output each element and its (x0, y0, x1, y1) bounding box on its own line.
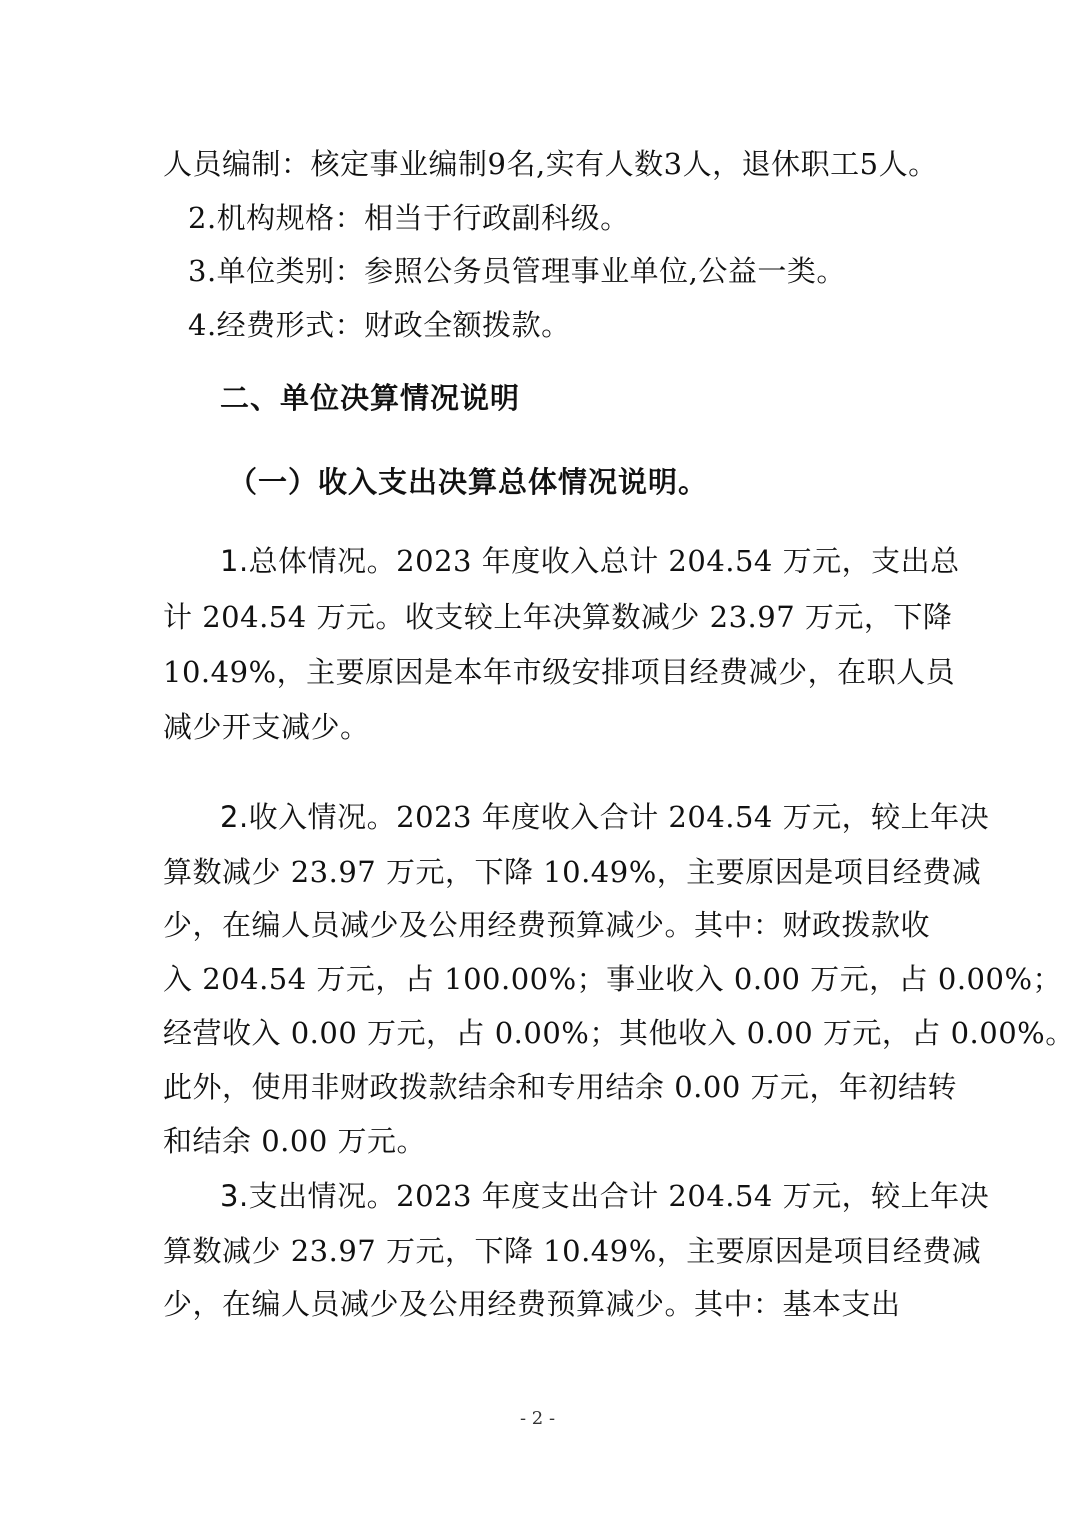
para1-line-3: 10.49%，主要原因是本年市级安排项目经费减少，在职人员 (163, 655, 956, 689)
para3-text-1: 2023 年度支出合计 204.54 万元，较上年决 (396, 1179, 990, 1213)
para2-line-7: 和结余 0.00 万元。 (163, 1124, 427, 1158)
para2-line-2: 算数减少 23.97 万元，下降 10.49%，主要原因是项目经费减 (163, 855, 982, 889)
intro-line-category: 3.单位类别：参照公务员管理事业单位,公益一类。 (188, 254, 846, 288)
para1-line-4: 减少开支减少。 (163, 710, 370, 744)
para2-text-1: 2023 年度收入合计 204.54 万元，较上年决 (396, 800, 990, 834)
para2-line-3: 少，在编人员减少及公用经费预算减少。其中：财政拨款收 (163, 908, 931, 942)
para3-line-3: 少，在编人员减少及公用经费预算减少。其中：基本支出 (163, 1287, 901, 1321)
para2-line-5: 经营收入 0.00 万元，占 0.00%；其他收入 0.00 万元，占 0.00%。 (163, 1016, 1075, 1050)
para3-line-1 (220, 1176, 990, 1216)
para1-text-1: 2023 年度收入总计 204.54 万元，支出总 (396, 544, 960, 578)
para2-line-4: 入 204.54 万元，占 100.00%；事业收入 0.00 万元，占 0.00%； (163, 962, 1063, 996)
section-heading: 二、单位决算情况说明 (220, 381, 521, 415)
intro-line-funding: 4.经费形式：财政全额拨款。 (188, 308, 571, 342)
para2-lead: 2.收入情况。 (220, 800, 397, 834)
para1-line-1 (220, 541, 970, 581)
intro-line-staffing: 人员编制：核定事业编制9名,实有人数3人，退休职工5人。 (163, 147, 938, 181)
para1-lead: 1.总体情况。 (220, 544, 397, 578)
page-number: - 2 - (519, 1408, 556, 1429)
intro-line-rank: 2.机构规格：相当于行政副科级。 (188, 201, 630, 235)
para3-lead: 3.支出情况。 (220, 1179, 397, 1213)
para1-line-2: 计 204.54 万元。收支较上年决算数减少 23.97 万元，下降 (163, 600, 953, 634)
para2-line-6: 此外，使用非财政拨款结余和专用结余 0.00 万元，年初结转 (163, 1070, 958, 1104)
sub-heading: （一）收入支出决算总体情况说明。 (228, 465, 709, 499)
para2-line-1 (220, 797, 990, 837)
para3-line-2: 算数减少 23.97 万元，下降 10.49%，主要原因是项目经费减 (163, 1234, 982, 1268)
